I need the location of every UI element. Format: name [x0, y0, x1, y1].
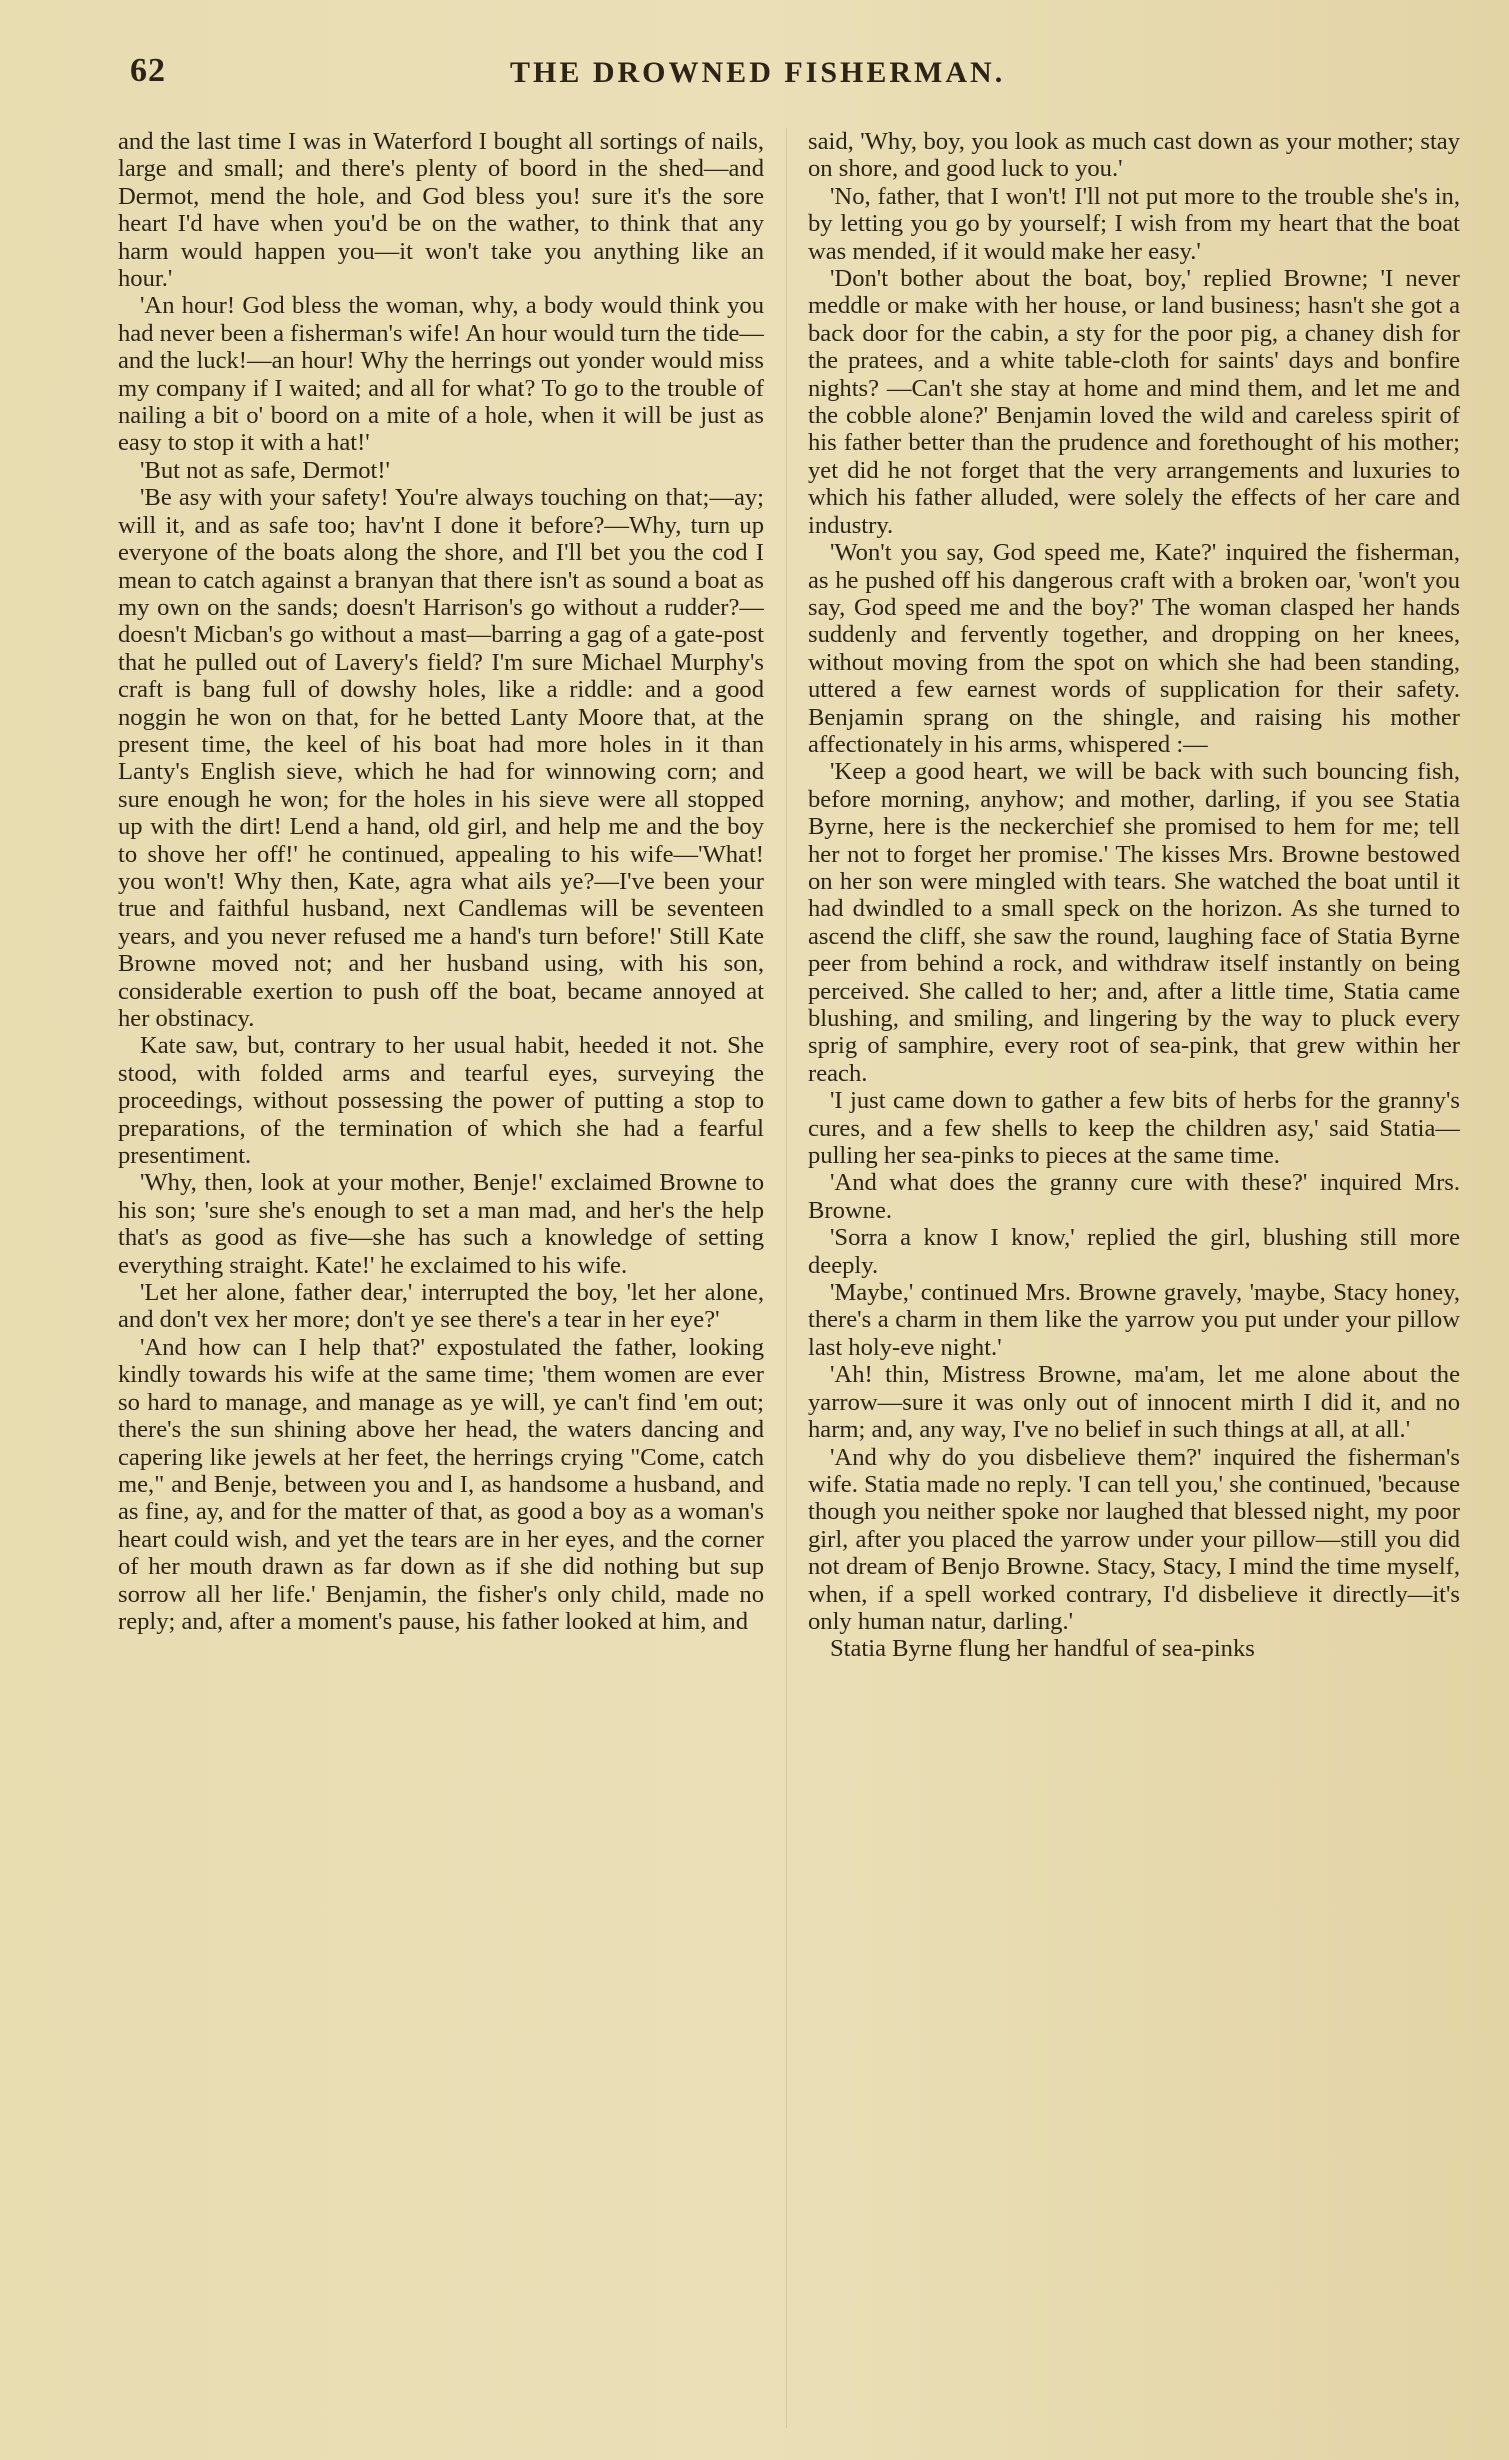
paragraph: Kate saw, but, contrary to her usual habit, heeded it not. She stood, with folded arms and tearful eyes, surveying the proceedings, without possessing the power of putting a stop to preparations, of the termination of which she had a fearful presentiment. [118, 1032, 764, 1170]
paragraph: 'Let her alone, father dear,' interrupted the boy, 'let her alone, and don't vex her more; don't ye see there's a tear in her eye?' [118, 1279, 764, 1334]
right-column [808, 128, 1460, 2448]
paragraph: 'But not as safe, Dermot!' [140, 456, 390, 484]
paragraph: said, 'Why, boy, you look as much cast down as your mother; stay on shore, and good luck to you.' [808, 128, 1460, 183]
page-number: 62 [130, 52, 166, 89]
paragraph: 'And how can I help that?' expostulated the father, looking kindly towards his wife at the same time; 'them women are ever so hard to manage, and manage as ye will, ye can't find 'em out; there's the sun shining above her head, the waters dancing and capering like jewels at her feet, the herrings crying "Come, catch me," and Benje, between you and I, as handsome a husband, and as fine, ay, and for the matter of that, as good a boy as a woman's heart could wish, and yet the tears are in her eyes, and the corner of her mouth drawn as far down as if she did nothing but sup sorrow all her life.' Benjamin, the fisher's only child, made no reply; and, after a moment's pause, his father looked at him, and [118, 1333, 764, 1635]
paragraph: 'Won't you say, God speed me, Kate?' inquired the fisherman, as he pushed off his dangerous craft with a broken oar, 'won't you say, God speed me and the boy?' The woman clasped her hands suddenly and fervently together, and dropping on her knees, without moving from the spot on which she had been standing, uttered a few earnest words of supplication for their safety. Benjamin sprang on the shingle, and raising his mother affectionately in his arms, whispered :— [808, 539, 1460, 758]
paragraph: 'And why do you disbelieve them?' inquired the fisherman's wife. Statia made no reply. 'I can tell you,' she continued, 'because though you neither spoke nor laughed that blessed night, my poor girl, after you placed the yarrow under your pillow—still you did not dream of Benjo Browne. Stacy, Stacy, I mind the time myself, when, if a spell worked contrary, I'd disbelieve it directly—it's only human natur, darling.' [808, 1443, 1460, 1635]
paragraph: 'An hour! God bless the woman, why, a body would think you had never been a fisherman's wife! An hour would turn the tide—and the luck!—an hour! Why the herrings out yonder would miss my company if I waited; and all for what? To go to the trouble of nailing a bit o' boord on a mite of a hole, when it will be just as easy to stop it with a hat!' [118, 292, 764, 457]
paragraph: 'And what does the granny cure with these?' inquired Mrs. Browne. [808, 1169, 1460, 1224]
paragraph: 'I just came down to gather a few bits of herbs for the granny's cures, and a few shells to keep the children asy,' said Statia—pulling her sea-pinks to pieces at the same time. [808, 1087, 1460, 1170]
paragraph: 'Maybe,' continued Mrs. Browne gravely, 'maybe, Stacy honey, there's a charm in them like the yarrow you put under your pillow last holy-eve night.' [808, 1279, 1460, 1361]
paragraph: and the last time I was in Waterford I bought all sortings of nails, large and small; and there's plenty of boord in the shed—and Dermot, mend the hole, and God bless you! sure it's the sore heart I'd have when you'd be on the wather, to think that any harm would happen you—it won't take you anything like an hour.' [118, 128, 764, 293]
running-title: THE DROWNED FISHERMAN. [510, 56, 1006, 89]
paragraph: 'Ah! thin, Mistress Browne, ma'am, let me alone about the yarrow—sure it was only out of innocent mirth I did it, and no harm; and, any way, I've no belief in such things at all, at all.' [808, 1361, 1460, 1444]
page-header [130, 52, 1380, 102]
paragraph: 'No, father, that I won't! I'll not put more to the trouble she's in, by letting you go by yourself; I wish from my heart that the boat was mended, if it would make her easy.' [808, 182, 1460, 265]
paragraph: 'Don't bother about the boat, boy,' replied Browne; 'I never meddle or make with her house, or land business; hasn't she got a back door for the cabin, a sty for the poor pig, a chaney dish for the pratees, and a white table-cloth for saints' days and bonfire nights? —Can't she stay at home and mind them, and let me and the cobble alone?' Benjamin loved the wild and careless spirit of his father better than the prudence and forethought of his mother; yet did he not forget that the very arrangements and luxuries to which his father alluded, were solely the effects of her care and industry. [808, 265, 1460, 539]
paragraph: 'Why, then, look at your mother, Benje!' exclaimed Browne to his son; 'sure she's enough to set a man mad, and her's the help that's as good as five—she has such a knowledge of setting everything straight. Kate!' he exclaimed to his wife. [118, 1169, 764, 1279]
left-column [118, 128, 764, 2448]
paragraph: 'Be asy with your safety! You're always touching on that;—ay; will it, and as safe too; hav'nt I done it before?—Why, turn up everyone of the boats along the shore, and I'll bet you the cod I mean to catch against a branyan that there isn't as sound a boat as my own on the sands; doesn't Harrison's go without a rudder?—doesn't Micban's go without a mast—barring a gag of a gate-post that he pulled out of Lavery's field? I'm sure Michael Murphy's craft is bang full of dowshy holes, like a riddle: and a good noggin he won on that, for he betted Lanty Moore that, at the present time, the keel of his boat had more holes in it than Lanty's English sieve, which he had for winnowing corn; and sure enough he won; for the holes in his sieve were all stopped up with the dirt! Lend a hand, old girl, and help me and the boy to shove her off!' he continued, appealing to his wife—'What! you won't! Why then, Kate, agra what ails ye?—I've been your true and faithful husband, next Candlemas will be seventeen years, and you never refused me a hand's turn before!' Still Kate Browne moved not; and her husband using, with his son, considerable exertion to push off the boat, became annoyed at her obstinacy. [118, 484, 764, 1032]
column-divider [786, 128, 787, 2428]
paragraph: 'Sorra a know I know,' replied the girl, blushing still more deeply. [808, 1224, 1460, 1279]
paragraph: 'Keep a good heart, we will be back with such bouncing fish, before morning, anyhow; and mother, darling, if you see Statia Byrne, here is the neckerchief she promised to hem for me; tell her not to forget her promise.' The kisses Mrs. Browne bestowed on her son were mingled with tears. She watched the boat until it had dwindled to a small speck on the horizon. As she turned to ascend the cliff, she saw the round, laughing face of Statia Byrne peer from behind a rock, and withdraw itself instantly on being perceived. She called to her; and, after a little time, Statia came blushing, and smiling, and lingering by the way to pluck every sprig of samphire, every root of sea-pink, that grew within her reach. [808, 758, 1460, 1087]
paragraph: Statia Byrne flung her handful of sea-pinks [830, 1635, 1255, 1663]
